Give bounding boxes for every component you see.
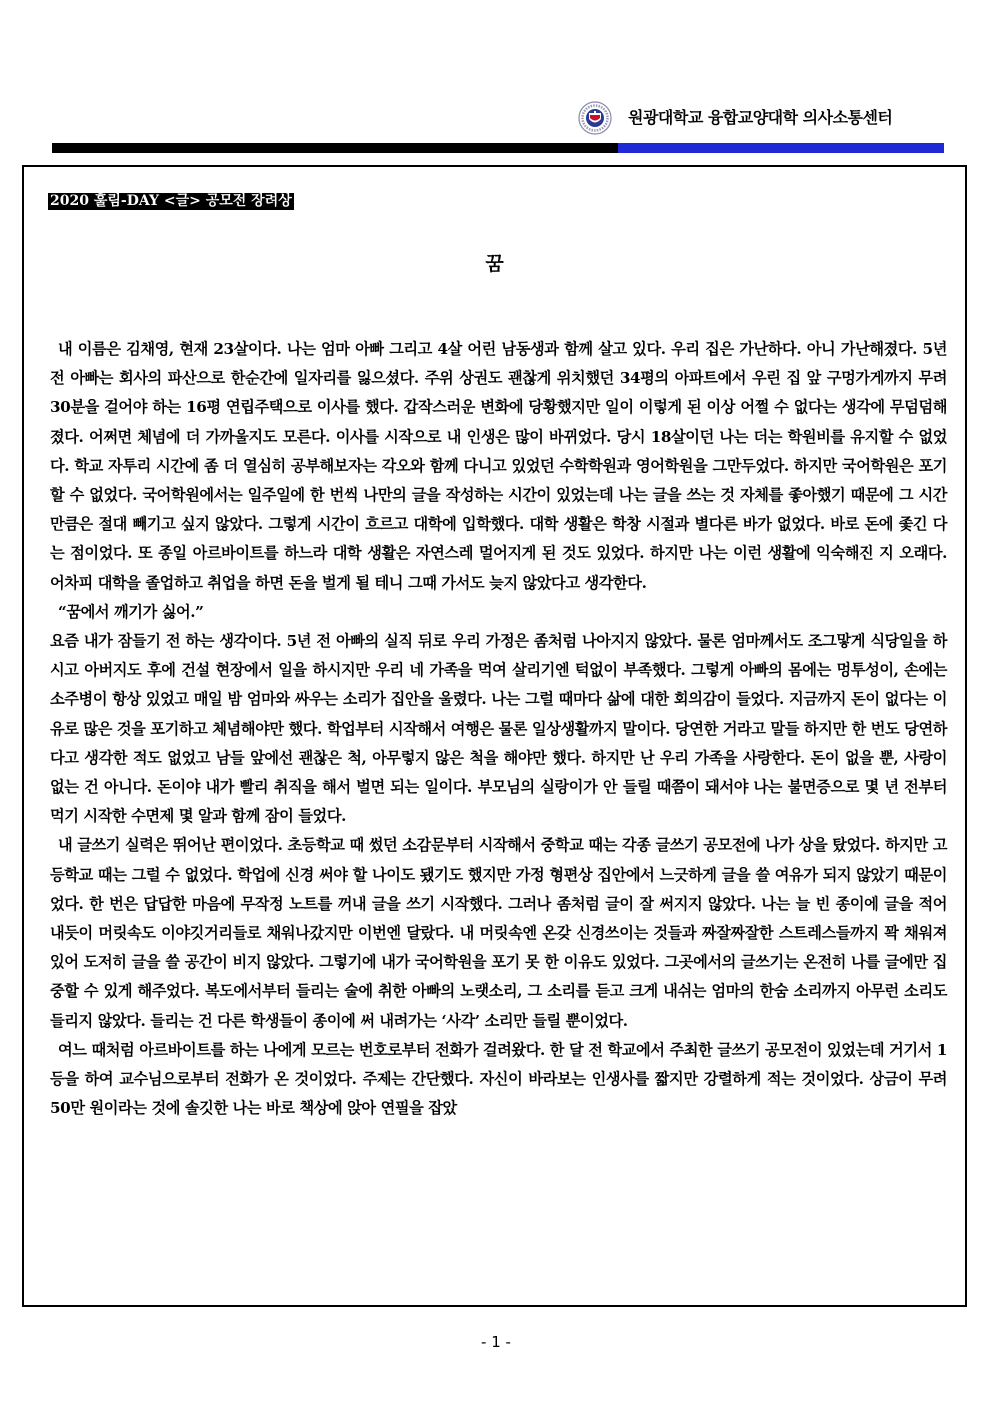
header-rule-black (52, 143, 618, 153)
organization-name: 원광대학교 융합교양대학 의사소통센터 (628, 108, 893, 127)
paragraph: 내 이름은 김채영, 현재 23살이다. 나는 엄마 아빠 그리고 4살 어린 남동생과 함께 살고 있다. 우리 집은 가난하다. 아니 가난해졌다. 5년 전 아빠는 회사의 파산으로 한순간에 일자리를 잃으셨다. 주위 상권도 괜찮게 위치했던 34평의 아파트에서 우린 집 앞 구멍가게까지 무려 30분을 걸어야 하는 16평 연립주택으로 이사를 했다. 갑작스러운 변화에 당황했지만 일이 이렇게 된 이상 어쩔 수 없다는 생각에 무덤덤해졌다. 어쩌면 체념에 더 가까울지도 모른다. 이사를 시작으로 내 인생은 많이 바뀌었다. 당시 18살이던 나는 더는 학원비를 유지할 수 없었다. 학교 자투리 시간에 좀 더 열심히 공부해보자는 각오와 함께 다니고 있었던 수학학원과 영어학원을 그만두었다. 하지만 국어학원은 포기할 수 없었다. 국어학원에서는 일주일에 한 번씩 나만의 글을 작성하는 시간이 있었는데 나는 글을 쓰는 것 자체를 좋아했기 때문에 그 시간만큼은 절대 빼기고 싶지 않았다. 그렇게 시간이 흐르고 대학에 입학했다. 대학 생활은 학창 시절과 별다른 바가 없었다. 바로 돈에 좇긴 다는 점이었다. 또 종일 아르바이트를 하느라 대학 생활은 자연스레 멀어지게 된 것도 있었다. 하지만 나는 이런 생활에 익숙해진 지 오래다. 어차피 대학을 졸업하고 취업을 하면 돈을 벌게 될 테니 그때 가서도 늦지 않았다고 생각한다. (50, 340, 947, 592)
paragraph: 여느 때처럼 아르바이트를 하는 나에게 모르는 번호로부터 전화가 걸려왔다. 한 달 전 학교에서 주최한 글쓰기 공모전이 있었는데 거기서 1등을 하여 교수님으로부터 전화가 온 것이었다. 주제는 간단했다. 자신이 바라보는 인생사를 짧지만 강렬하게 적는 것이었다. 상금이 무려 50만 원이라는 것에 솔깃한 나는 바로 책상에 앉아 연필을 잡았 (50, 1040, 947, 1118)
paragraph: 요즘 내가 잠들기 전 하는 생각이다. 5년 전 아빠의 실직 뒤로 우리 가정은 좀처럼 나아지지 않았다. 물론 엄마께서도 조그맣게 식당일을 하시고 아버지도 후에 건설 현장에서 일을 하시지만 우리 네 가족을 먹여 살리기엔 턱없이 부족했다. 그렇게 아빠의 몸에는 멍투성이, 손에는 소주병이 항상 있었고 매일 밤 엄마와 싸우는 소리가 집안을 울렸다. 나는 그럴 때마다 삶에 대한 회의감이 들었다. 지금까지 돈이 없다는 이유로 많은 것을 포기하고 체념해야만 했다. 학업부터 시작해서 여행은 물론 일상생활까지 말이다. 당연한 거라고 말들 하지만 한 번도 당연하다고 생각한 적도 없었고 남들 앞에선 괜찮은 척, 아무렇지 않은 척을 해야만 했다. 하지만 난 우리 가족을 사랑한다. 돈이 없을 뿐, 사랑이 없는 건 아니다. 돈이야 내가 빨리 취직을 해서 벌면 되는 일이다. 부모님의 실랑이가 안 들릴 때쯤이 돼서야 나는 불면증으로 몇 년 전부터 먹기 시작한 수면제 몇 알과 함께 잠이 들었다. (50, 632, 947, 826)
paragraph: 내 글쓰기 실력은 뛰어난 편이었다. 초등학교 때 썼던 소감문부터 시작해서 중학교 때는 각종 글쓰기 공모전에 나가 상을 탔었다. 하지만 고등학교 때는 그럴 수 없었다. 학업에 신경 써야 할 나이도 됐기도 했지만 가정 형편상 집안에서 느긋하게 글을 쓸 여유가 되지 않았기 때문이었다. 한 번은 답답한 마음에 무작정 노트를 꺼내 글을 쓰기 시작했다. 그러나 좀처럼 글이 잘 써지지 않았다. 나는 늘 빈 종이에 글을 적어 내듯이 머릿속도 이야깃거리들로 채워나갔지만 이번엔 달랐다. 내 머릿속엔 온갖 신경쓰이는 것들과 짜잘짜잘한 스트레스들까지 꽉 채워져 있어 도저히 글을 쓸 공간이 비지 않았다. 그렇기에 내가 국어학원을 포기 못 한 이유도 있었다. 그곳에서의 글쓰기는 온전히 나를 글에만 집중할 수 있게 해주었다. 복도에서부터 들리는 술에 취한 아빠의 노랫소리, 그 소리를 듣고 크게 내쉬는 엄마의 한숨 소리까지 아무런 소리도 들리지 않았다. 들리는 건 다른 학생들이 종이에 써 내려가는 ‘사각’ 소리만 들릴 뿐이었다. (50, 836, 947, 1030)
paragraph: “꿈에서 깨기가 싫어.” (58, 602, 204, 621)
header-rule-blue (618, 143, 944, 153)
university-seal-icon (578, 101, 612, 135)
page-number: - 1 - (481, 1333, 511, 1351)
essay-body (50, 335, 947, 1123)
award-label: 2020 훌림-DAY <글> 공모전 장려상 (50, 193, 292, 209)
essay-title: 꿈 (485, 253, 504, 275)
essay-frame (22, 165, 967, 1307)
